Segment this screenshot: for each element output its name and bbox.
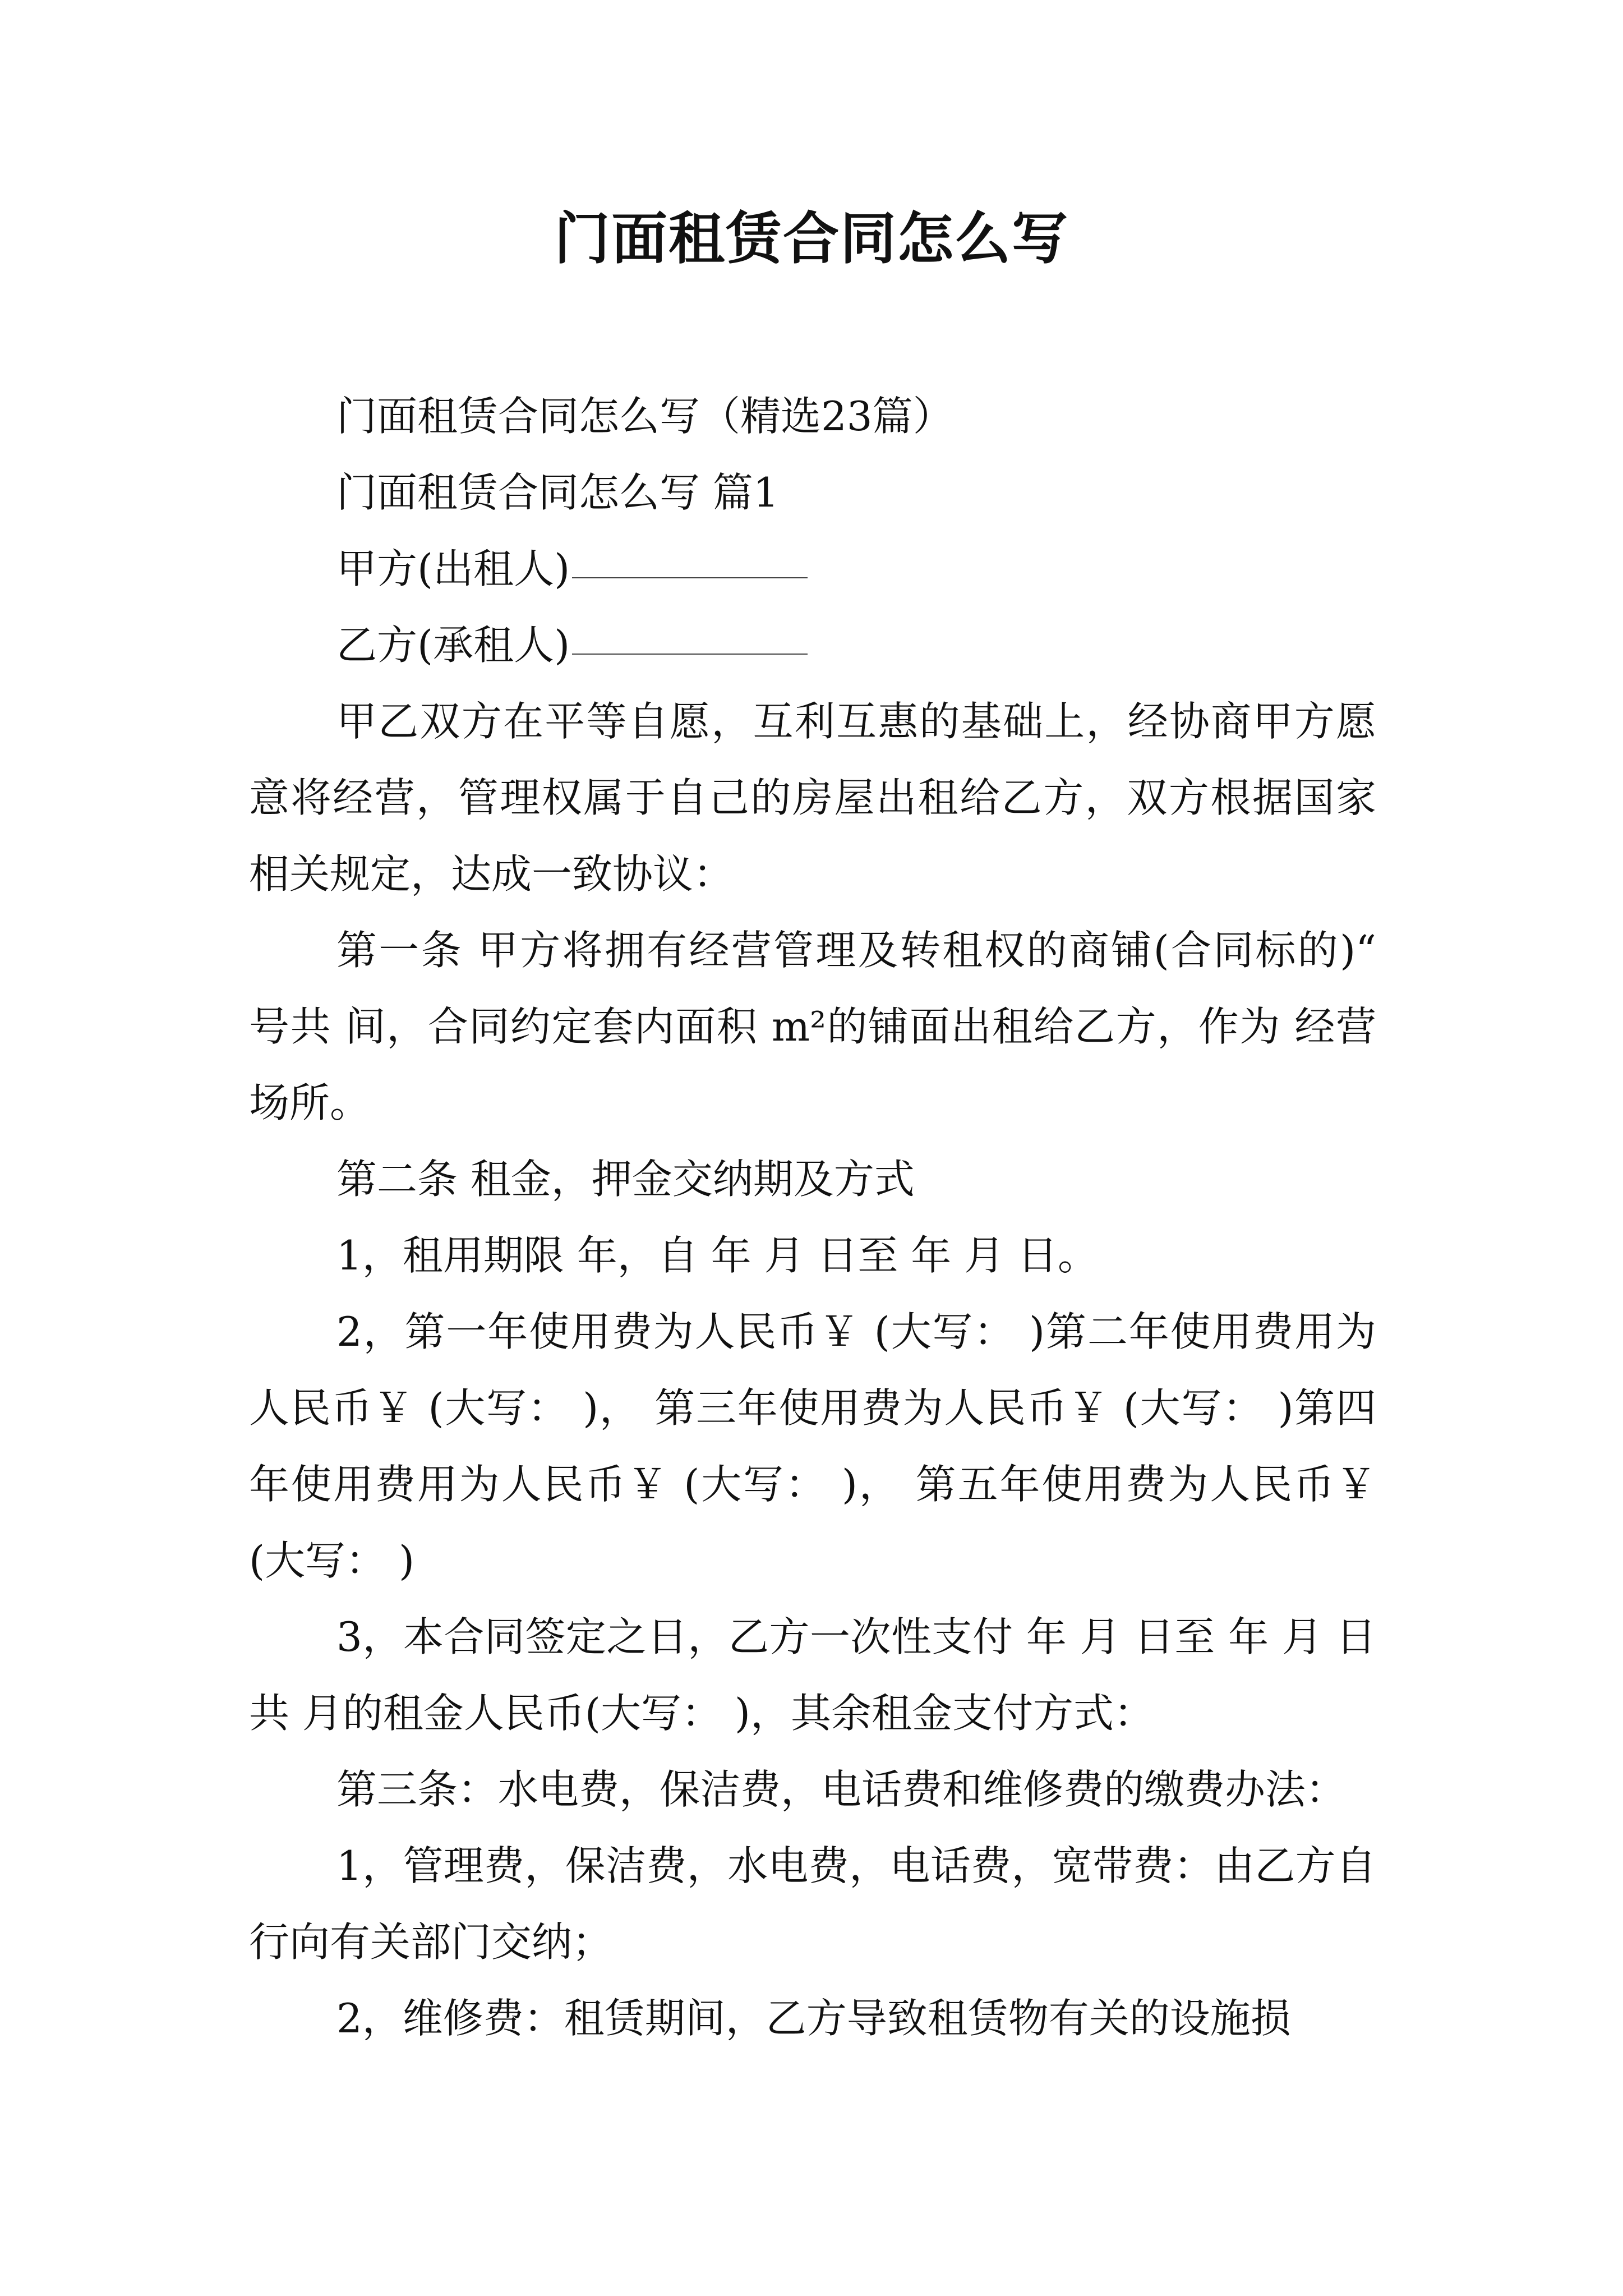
paragraph-article-3: 第三条：水电费，保洁费，电话费和维修费的缴费办法： — [336, 1766, 1347, 1813]
party-b-blank-line — [572, 653, 808, 655]
document-body — [249, 378, 1389, 2056]
party-a-label: 甲方(出租人) — [336, 545, 570, 592]
paragraph-article-3-item-2: 2，维修费：租赁期间，乙方导致租赁物有关的设施损 — [336, 1995, 1291, 2042]
paragraph-article-2-item-2: 2，第一年使用费为人民币￥ (大写： )第二年使用费用为人民币￥ (大写： )， 第三年使用费为人民币￥ (大写： )第四年使用费用为人民币￥ (大写： )， 第五年使用费为人民币￥ (大写： ) — [249, 1308, 1389, 1584]
paragraph-article-2-item-3: 3，本合同签定之日，乙方一次性支付 年 月 日至 年 月 日共 月的租金人民币(大写： )，其余租金支付方式： — [249, 1613, 1376, 1737]
paragraph-subtitle: 门面租赁合同怎么写（精选23篇） — [336, 393, 953, 440]
paragraph-preamble: 甲乙双方在平等自愿，互利互惠的基础上，经协商甲方愿意将经营，管理权属于自己的房屋出租给乙方，双方根据国家相关规定，达成一致协议： — [249, 698, 1376, 898]
paragraph-section-heading: 门面租赁合同怎么写 篇1 — [336, 469, 779, 516]
document-title: 门面租赁合同怎么写 — [554, 205, 1069, 272]
paragraph-article-1: 第一条 甲方将拥有经营管理及转租权的商铺(合同标的)“ 号共 间，合同约定套内面积 m²的铺面出租给乙方，作为 经营场所。 — [249, 927, 1389, 1126]
paragraph-article-2-item-1: 1，租用期限 年，自 年 月 日至 年 月 日。 — [336, 1232, 1099, 1279]
party-a-blank-line — [572, 577, 808, 578]
paragraph-article-2: 第二条 租金，押金交纳期及方式 — [336, 1156, 915, 1203]
party-b-label: 乙方(承租人) — [336, 622, 570, 669]
party-a-line — [249, 531, 1376, 607]
party-b-line — [249, 607, 1376, 683]
paragraph-article-3-item-1: 1，管理费，保洁费，水电费，电话费，宽带费：由乙方自行向有关部门交纳； — [249, 1842, 1376, 1966]
